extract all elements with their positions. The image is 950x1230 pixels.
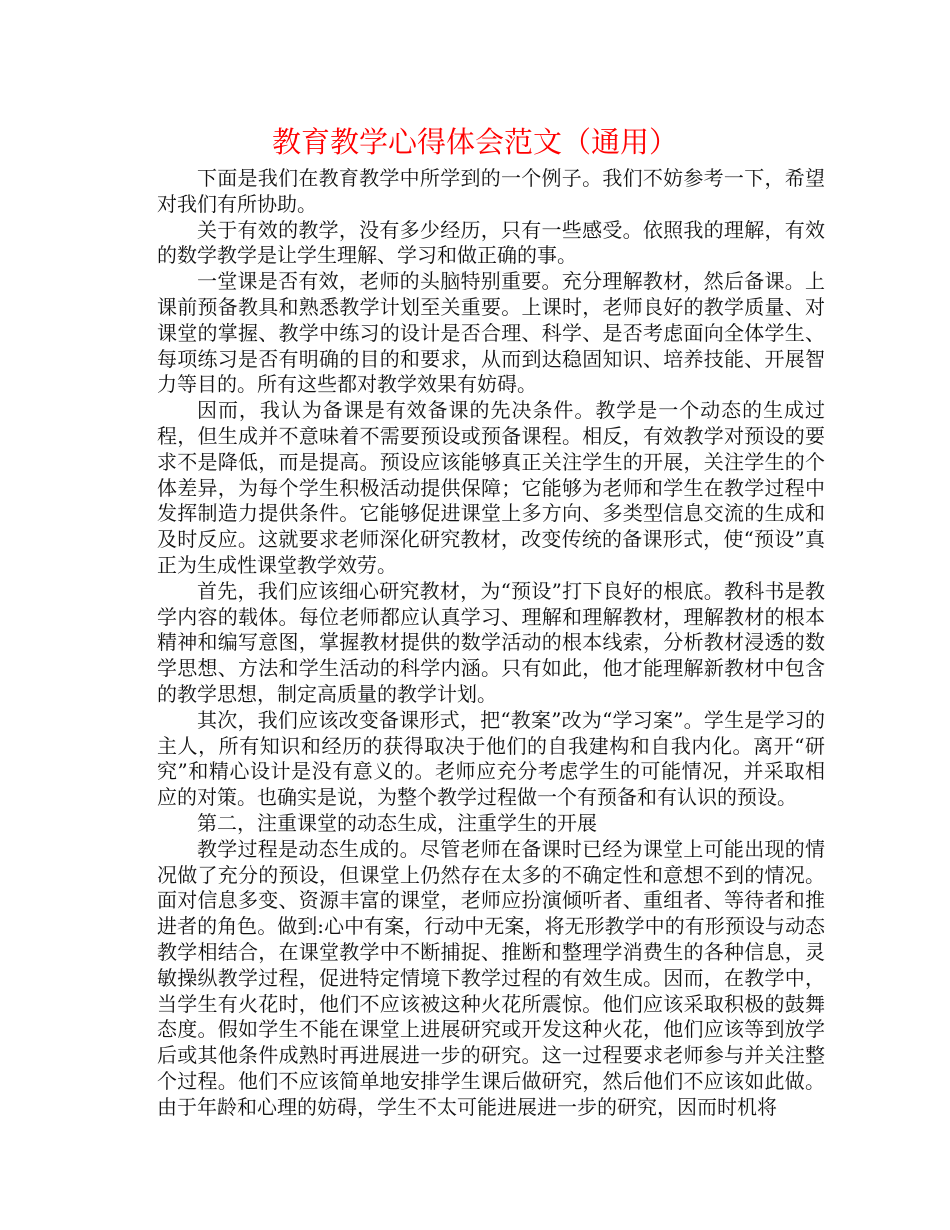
paragraph-effective-teaching: 关于有效的教学，没有多少经历，只有一些感受。依照我的理解，有效的数学教学是让学生理解、学习和做正确的事。 [157, 217, 825, 268]
document-body [157, 166, 825, 1120]
paragraph-preparation: 因而，我认为备课是有效备课的先决条件。教学是一个动态的生成过程，但生成并不意味着不需要预设或预备课程。相反，有效教学对预设的要求不是降低，而是提高。预设应该能够真正关注学生的开展，关注学生的个体差异，为每个学生积极活动提供保障；它能够为老师和学生在教学过程中发挥制造力提供条件。它能够促进课堂上多方向、多类型信息交流的生成和及时反应。这就要求老师深化研究教材，改变传统的备课形式，使“预设”真正为生成性课堂教学效劳。 [157, 398, 825, 577]
paragraph-study-textbook: 首先，我们应该细心研究教材，为“预设”打下良好的根底。教科书是教学内容的载体。每位老师都应认真学习、理解和理解教材，理解教材的根本精神和编写意图，掌握教材提供的数学活动的根本线索，分析教材浸透的数学思想、方法和学生活动的科学内涵。只有如此，他才能理解新教材中包含的教学思想，制定高质量的教学计划。 [157, 578, 825, 706]
paragraph-dynamic-process: 教学过程是动态生成的。尽管老师在备课时已经为课堂上可能出现的情况做了充分的预设，但课堂上仍然存在太多的不确定性和意想不到的情况。面对信息多变、资源丰富的课堂，老师应扮演倾听者、重组者、等待者和推进者的角色。做到:心中有案，行动中无案，将无形教学中的有形预设与动态教学相结合，在课堂教学中不断捕捉、推断和整理学消费生的各种信息，灵敏操纵教学过程，促进特定情境下教学过程的有效生成。因而，在教学中，当学生有火花时，他们不应该被这种火花所震惊。他们应该采取积极的鼓舞态度。假如学生不能在课堂上进展研究或开发这种火花，他们应该等到放学后或其他条件成熟时再进展进一步的研究。这一过程要求老师参与并关注整个过程。他们不应该简单地安排学生课后做研究，然后他们不应该如此做。由于年龄和心理的妨碍，学生不太可能进展进一步的研究，因而时机将 [157, 836, 825, 1119]
document-title: 教育教学心得体会范文（通用） [271, 125, 678, 159]
paragraph-heading-second: 第二，注重课堂的动态生成，注重学生的开展 [197, 810, 597, 835]
paragraph-intro: 下面是我们在教育教学中所学到的一个例子。我们不妨参考一下，希望对我们有所协助。 [157, 166, 825, 216]
paragraph-lesson-effectiveness: 一堂课是否有效，老师的头脑特别重要。充分理解教材，然后备课。上课前预备教具和熟悉教学计划至关重要。上课时，老师良好的教学质量、对课堂的掌握、教学中练习的设计是否合理、科学、是否考虑面向全体学生、每项练习是否有明确的目的和要求，从而到达稳固知识、培养技能、开展智力等目的。所有这些都对教学效果有妨碍。 [157, 269, 825, 397]
paragraph-change-format: 其次，我们应该改变备课形式，把“教案”改为“学习案”。学生是学习的主人，所有知识和经历的获得取决于他们的自我建构和自我内化。离开“研究”和精心设计是没有意义的。老师应充分考虑学生的可能情况，并采取相应的对策。也确实是说，为整个教学过程做一个有预备和有认识的预设。 [157, 707, 825, 810]
